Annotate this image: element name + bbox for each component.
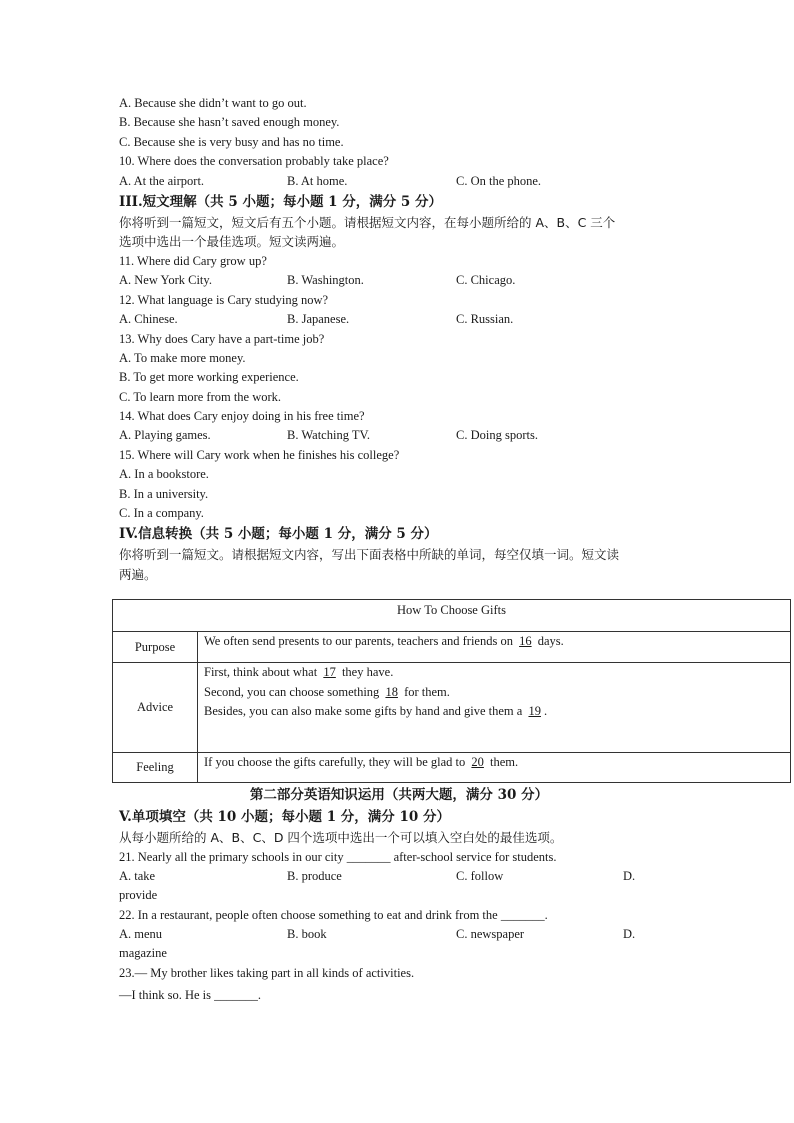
advice-2-text-end: for them. [404, 684, 450, 699]
advice-3-text: Besides, you can also make some gifts by hand and give them a [204, 704, 523, 718]
listening-section-top [119, 94, 679, 584]
advice-label: Advice [113, 663, 198, 753]
advice-3-text-end: . [543, 704, 548, 718]
q15-question: 15. Where will Cary work when he finishes his college? [119, 447, 400, 462]
advice-1-text: First, think about what [204, 665, 318, 679]
section3-heading: III.短文理解（共 5 小题；每小题 1 分，满分 5 分） [119, 193, 443, 210]
q12-options [119, 310, 679, 329]
blank-19: 19 [528, 704, 541, 718]
q12-question: 12. What language is Cary studying now? [119, 292, 329, 307]
section4-intro-2: 两遍。 [119, 566, 157, 582]
q23-line-1: 23.— My brother likes taking part in all kinds of activities. [119, 965, 415, 980]
advice-cell [198, 663, 791, 753]
q14-question: 14. What does Cary enjoy doing in his free time? [119, 409, 365, 424]
table-title: How To Choose Gifts [113, 600, 791, 632]
q14-option-b: B. Watching TV. [287, 428, 371, 443]
q21-option-d-text: provide [119, 888, 158, 903]
section4-intro-1: 你将听到一篇短文。请根据短文内容，写出下面表格中所缺的单词，每空仅填一词。短文读 [119, 547, 620, 563]
q23-line-2: —I think so. He is _______. [119, 988, 262, 1003]
purpose-text-end: days. [537, 634, 564, 648]
q13-option-c: C. To learn more from the work. [119, 389, 282, 404]
feeling-text-end: them. [490, 755, 519, 769]
q22-option-d: D. [623, 927, 636, 942]
section5-heading: V.单项填空（共 10 小题；每小题 1 分，满分 10 分） [119, 809, 450, 825]
q10-option-a: A. At the airport. [119, 173, 205, 188]
q22-question: 22. In a restaurant, people often choose something to eat and drink from the _______. [119, 907, 548, 922]
q11-question: 11. Where did Cary grow up? [119, 253, 267, 268]
feeling-label: Feeling [113, 753, 198, 783]
q14-options [119, 426, 679, 445]
blank-18: 18 [385, 684, 398, 699]
q21-option-d: D. [623, 868, 636, 883]
blank-17: 17 [323, 665, 336, 679]
q21-question: 21. Nearly all the primary schools in our city _______ after-school service for students. [119, 849, 557, 864]
feeling-text: If you choose the gifts carefully, they will be glad to [204, 755, 466, 769]
purpose-text: We often send presents to our parents, teachers and friends on [204, 634, 513, 648]
q11-options [119, 271, 679, 290]
q11-option-a: A. New York City. [119, 273, 212, 288]
q21-option-b: B. produce [287, 868, 342, 883]
q13-option-b: B. To get more working experience. [119, 370, 299, 385]
purpose-label: Purpose [113, 632, 198, 663]
blank-20: 20 [471, 755, 484, 769]
q10-option-c: C. On the phone. [456, 173, 542, 188]
section4-heading: IV.信息转换（共 5 小题；每小题 1 分，满分 5 分） [119, 526, 438, 543]
q11-option-b: B. Washington. [287, 273, 364, 288]
blank-16: 16 [519, 634, 532, 648]
q10-question: 10. Where does the conversation probably take place? [119, 154, 389, 169]
q13-question: 13. Why does Cary have a part-time job? [119, 331, 325, 346]
q9-option-c: C. Because she is very busy and has no time. [119, 134, 344, 149]
q22-option-c: C. newspaper [456, 927, 525, 942]
q10-options [119, 172, 679, 191]
advice-1-text-end: they have. [341, 665, 394, 679]
advice-2-text: Second, you can choose something [204, 684, 380, 699]
q22-option-d-text: magazine [119, 946, 167, 961]
q15-option-b: B. In a university. [119, 486, 209, 501]
q12-option-a: A. Chinese. [119, 312, 178, 327]
section5-intro: 从每小题所给的 A、B、C、D 四个选项中选出一个可以填入空白处的最佳选项。 [119, 830, 563, 845]
q15-option-a: A. In a bookstore. [119, 467, 209, 482]
q9-option-a: A. Because she didn’t want to go out. [119, 96, 307, 110]
q13-option-a: A. To make more money. [119, 350, 246, 365]
q14-option-c: C. Doing sports. [456, 428, 538, 443]
q21-options [119, 867, 679, 886]
q9-option-b: B. Because she hasn’t saved enough money. [119, 115, 340, 130]
section3-intro-2: 选项中选出一个最佳选项。短文读两遍。 [119, 234, 345, 250]
section3-intro-1: 你将听到一篇短文，短文后有五个小题。请根据短文内容，在每小题所给的 A、B、C 三个 [119, 214, 616, 230]
q21-option-a: A. take [119, 868, 156, 883]
q22-option-b: B. book [287, 927, 327, 942]
q12-option-c: C. Russian. [456, 312, 514, 327]
purpose-cell [198, 632, 791, 663]
q11-option-c: C. Chicago. [456, 273, 516, 288]
q15-option-c: C. In a company. [119, 506, 204, 521]
q12-option-b: B. Japanese. [287, 312, 350, 327]
q22-options [119, 925, 679, 944]
q21-option-c: C. follow [456, 868, 504, 883]
part2-heading: 第二部分英语知识运用（共两大题，满分 30 分） [249, 787, 549, 803]
q14-option-a: A. Playing games. [119, 428, 211, 443]
language-knowledge-section [119, 784, 679, 1006]
q10-option-b: B. At home. [287, 173, 348, 188]
q22-option-a: A. menu [119, 927, 163, 942]
gifts-table [112, 599, 791, 783]
feeling-cell [198, 753, 791, 783]
